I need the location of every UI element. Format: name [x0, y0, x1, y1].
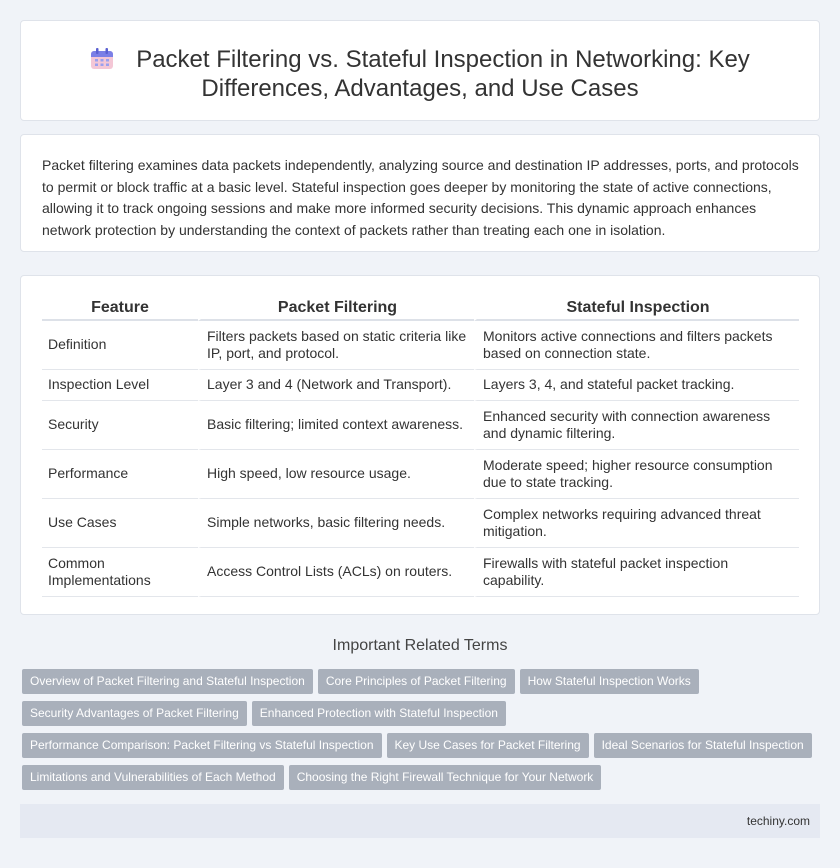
- table-row: [42, 450, 799, 499]
- tag-row: [22, 765, 822, 797]
- table-cell: Security: [42, 401, 198, 450]
- intro-paragraph: Packet filtering examines data packets independently, analyzing source and destination IP addresses, ports, and protocols to permit or block traffic at a basic level. Stateful inspection goes deeper by monitoring the state of active connections, allowing it to track ongoing sessions and make more informed security decisions. This dynamic approach enhances network protection by understanding the context of packets rather than treating each one in isolation.: [42, 157, 799, 238]
- table-cell: Simple networks, basic filtering needs.: [198, 499, 474, 548]
- title-card: [20, 20, 820, 121]
- table-row: [42, 548, 799, 597]
- related-term-tag[interactable]: Limitations and Vulnerabilities of Each Method: [22, 765, 284, 790]
- related-term-tag[interactable]: Overview of Packet Filtering and Stateful Inspection: [22, 669, 313, 694]
- table-cell: Definition: [42, 321, 198, 370]
- title-wrap: [21, 45, 819, 103]
- comparison-card: [20, 275, 820, 615]
- related-term-tag[interactable]: Ideal Scenarios for Stateful Inspection: [594, 733, 812, 758]
- table-cell: Basic filtering; limited context awareness.: [198, 401, 474, 450]
- table-row: [42, 370, 799, 401]
- header-packet-filtering: Packet Filtering: [198, 297, 474, 321]
- table-cell: Filters packets based on static criteria like IP, port, and protocol.: [198, 321, 474, 370]
- header-stateful-inspection: Stateful Inspection: [474, 297, 799, 321]
- comparison-table: [42, 297, 799, 597]
- intro-card: [20, 134, 820, 252]
- tag-row: [22, 733, 822, 765]
- table-cell: Complex networks requiring advanced threat mitigation.: [474, 499, 799, 548]
- footer: [20, 804, 820, 838]
- footer-site-link[interactable]: techiny.com: [746, 814, 810, 828]
- related-term-tag[interactable]: Performance Comparison: Packet Filtering vs Stateful Inspection: [22, 733, 382, 758]
- table-cell: Performance: [42, 450, 198, 499]
- table-cell: Inspection Level: [42, 370, 198, 401]
- page-title: [90, 46, 750, 102]
- table-cell: Moderate speed; higher resource consumption due to state tracking.: [474, 450, 799, 499]
- table-row: [42, 321, 799, 370]
- tag-row: [22, 701, 822, 733]
- related-term-tag[interactable]: Key Use Cases for Packet Filtering: [387, 733, 589, 758]
- related-term-tag[interactable]: Security Advantages of Packet Filtering: [22, 701, 247, 726]
- table-cell: High speed, low resource usage.: [198, 450, 474, 499]
- table-cell: Firewalls with stateful packet inspection capability.: [474, 548, 799, 597]
- page-title-text: Packet Filtering vs. Stateful Inspection in Networking: Key Differences, Advantages, and Use Cases: [136, 46, 750, 102]
- table-cell: Use Cases: [42, 499, 198, 548]
- tag-row: [22, 669, 822, 701]
- related-term-tag[interactable]: Core Principles of Packet Filtering: [318, 669, 515, 694]
- related-term-tag[interactable]: Choosing the Right Firewall Technique for Your Network: [289, 765, 602, 790]
- related-terms-title: Important Related Terms: [332, 637, 508, 654]
- table-row: [42, 401, 799, 450]
- related-term-tag[interactable]: Enhanced Protection with Stateful Inspection: [252, 701, 506, 726]
- calendar-icon: [90, 48, 114, 70]
- table-header-row: [42, 297, 799, 321]
- table-cell: Access Control Lists (ACLs) on routers.: [198, 548, 474, 597]
- header-feature: Feature: [42, 297, 198, 321]
- table-cell: Layer 3 and 4 (Network and Transport).: [198, 370, 474, 401]
- table-cell: Monitors active connections and filters packets based on connection state.: [474, 321, 799, 370]
- table-cell: Layers 3, 4, and stateful packet tracking.: [474, 370, 799, 401]
- table-cell: Common Implementations: [42, 548, 198, 597]
- related-term-tag[interactable]: How Stateful Inspection Works: [520, 669, 699, 694]
- table-cell: Enhanced security with connection awareness and dynamic filtering.: [474, 401, 799, 450]
- table-row: [42, 499, 799, 548]
- related-terms-tags: [22, 669, 822, 797]
